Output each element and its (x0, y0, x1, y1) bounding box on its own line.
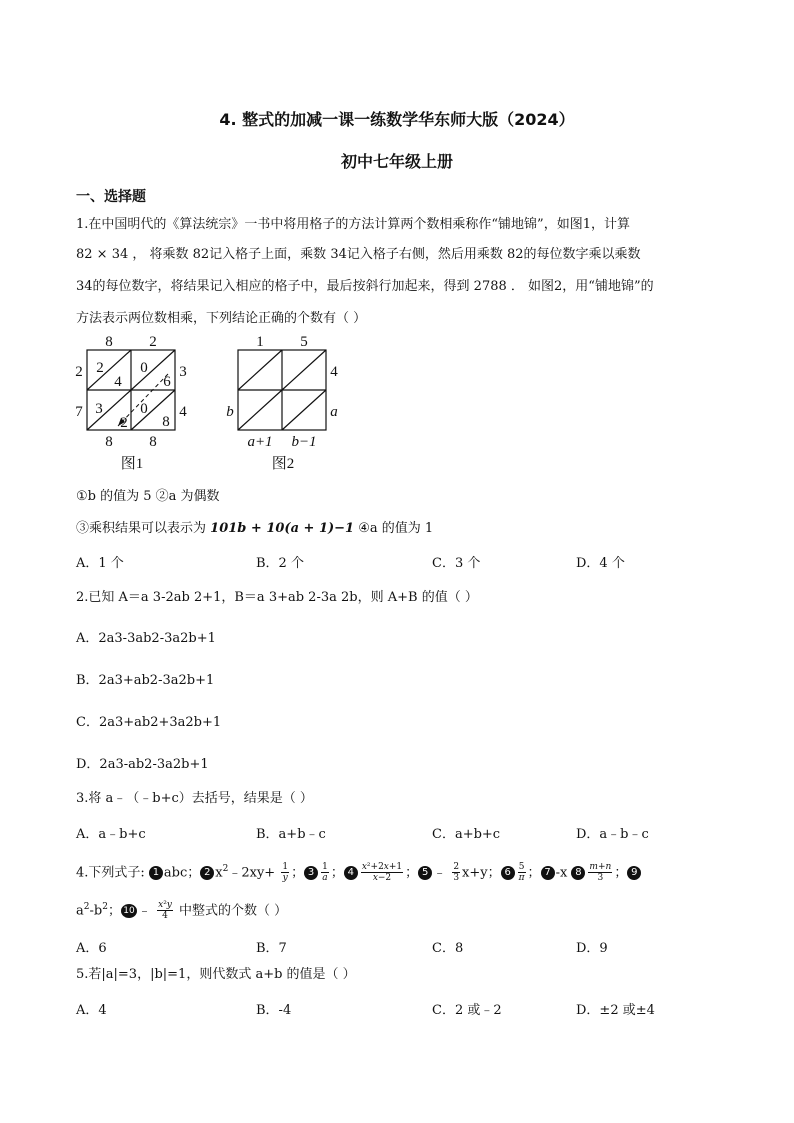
section-heading: 一、选择题 (76, 189, 146, 205)
fig2-right-2: a (330, 404, 338, 420)
q1-option-d[interactable]: D．4 个 (576, 556, 625, 571)
stmt1-marker: ① (76, 489, 88, 504)
fig2-left: b (226, 404, 234, 420)
fig1-cell-5: 3 (95, 401, 103, 417)
q4-stem: 4.下列式子: 1 abc； 2 $x^2﹣2xy+$ $\frac{1}{y}$ ； 3 $\frac{1}{a}$ ； 4 $\frac{\text{x²+2x+1}}{x-2}$ ； 5 ﹣ $\frac{2}{3}$ x+y； 6 $\frac{5}{\pi}$ ； 7 -x 8 $\frac{m+n}{3}$ ； 9 (76, 857, 726, 885)
q1-line3: 34的每位数字，将结果记入相应的格子中，最后按斜行加起来，得到 2788 ． 如图2，用“铺地锦”的 (76, 279, 654, 294)
document-title: 4. 整式的加减一课一练数学华东师大版（2024） (219, 110, 575, 129)
q1-option-b[interactable]: B．2 个 (256, 556, 304, 571)
stmt3-marker: ③ (76, 521, 90, 536)
q4-option-a[interactable]: A．6 (76, 941, 107, 956)
fig1-cell-6: 2 (120, 415, 128, 431)
fig1-bottom-2: 8 (149, 434, 157, 450)
num-2-icon: 2 (200, 866, 214, 880)
fig1-right-1: 3 (179, 364, 187, 380)
fig2-top-1: 1 (256, 334, 264, 350)
q2-stem: 2.已知 A＝a 3-2ab 2+1，B＝a 3+ab 2-3a 2b，则 A+B 的值（ ） (76, 590, 478, 605)
q4-suffix: 中整式的个数（ ） (179, 903, 288, 919)
q1-statements-3-4 (76, 520, 726, 538)
fig2-caption: 图2 (271, 456, 295, 472)
fig1-top-1: 8 (105, 334, 113, 350)
q5-options (0, 999, 794, 1017)
q1-options (0, 552, 794, 570)
q3-stem: 3.将 a﹣（﹣b+c）去括号，结果是（ ） (76, 791, 313, 806)
q2-option-c[interactable]: C．2a3+ab2+3a2b+1 (76, 715, 222, 730)
fig1-right-2: 4 (179, 404, 187, 420)
fig2-right-1: 4 (330, 364, 338, 380)
fig1-cell-1: 2 (96, 360, 104, 376)
q4-option-c[interactable]: C．8 (432, 941, 464, 956)
fig2-top-2: 5 (300, 334, 308, 350)
fig1-cell-3: 0 (140, 360, 148, 376)
stmt3-text: 乘积结果可以表示为 (89, 521, 207, 536)
fig1-left-2: 7 (75, 404, 83, 420)
fig1-cell-8: 8 (162, 414, 170, 430)
figure-2-grid (222, 334, 352, 482)
q4-options (0, 937, 794, 955)
q4-option-d[interactable]: D．9 (576, 941, 608, 956)
fig2-bottom-1: a+1 (247, 434, 273, 450)
figure-1-grid (70, 334, 200, 482)
fig1-cell-4: 6 (163, 374, 171, 390)
fig1-left-1: 2 (75, 364, 83, 380)
stmt2-text: a 为偶数 (168, 489, 220, 504)
q4-prefix: 4.下列式子: (76, 865, 149, 881)
q5-option-b[interactable]: B．-4 (256, 1003, 292, 1018)
stmt4-marker: ④ (358, 521, 370, 536)
q1-option-a[interactable]: A．1 个 (76, 556, 124, 571)
q4-stem-cont: $a^2-b^2$； 10 ﹣ $\frac{\text{x²y}}{4}$ 中整式的个数（ ） (76, 900, 288, 922)
q1-line1: 1.在中国明代的《算法统宗》一书中将用格子的方法计算两个数相乘称作“铺地锦”，如图1，计算 (76, 217, 630, 232)
q3-option-d[interactable]: D．a﹣b﹣c (576, 827, 649, 842)
q5-option-d[interactable]: D．±2 或±4 (576, 1003, 655, 1018)
q2-option-d[interactable]: D．2a3-ab2-3a2b+1 (76, 757, 209, 772)
q2-option-a[interactable]: A．2a3-3ab2-3a2b+1 (76, 631, 216, 646)
q1-line4: 方法表示两位数相乘，下列结论正确的个数有（ ） (76, 311, 367, 326)
num-8-icon: 8 (571, 866, 585, 880)
stmt2-marker: ② (155, 489, 169, 504)
num-5-icon: 5 (418, 866, 432, 880)
stmt4-text: a 的值为 1 (369, 521, 434, 536)
fig1-bottom-1: 8 (105, 434, 113, 450)
q1-statements-1-2 (76, 488, 726, 506)
q3-option-b[interactable]: B．a+b﹣c (256, 827, 326, 842)
fig1-cell-7: 0 (140, 401, 148, 417)
fig1-cell-2: 4 (114, 374, 122, 390)
num-1-icon: 1 (149, 866, 163, 880)
q1-option-c[interactable]: C．3 个 (432, 556, 481, 571)
num-9-icon: 9 (627, 866, 641, 880)
document-subtitle: 初中七年级上册 (340, 152, 453, 171)
fig2-bottom-2: b−1 (291, 434, 317, 450)
q1-line2: 82 × 34 ， 将乘数 82记入格子上面，乘数 34记入格子右侧，然后用乘数 82的每位数字乘以乘数 (76, 247, 641, 262)
q5-stem: 5.若|a|=3，|b|=1，则代数式 a+b 的值是（ ） (76, 967, 356, 982)
fig1-caption: 图1 (120, 456, 144, 472)
q3-option-c[interactable]: C．a+b+c (432, 827, 501, 842)
num-7-icon: 7 (541, 866, 555, 880)
q5-option-c[interactable]: C．2 或﹣2 (432, 1003, 502, 1018)
q5-option-a[interactable]: A．4 (76, 1003, 107, 1018)
q3-option-a[interactable]: A．a﹣b+c (76, 827, 146, 842)
fig1-top-2: 2 (149, 334, 157, 350)
stmt1-text: b 的值为 5 (87, 489, 152, 504)
num-3-icon: 3 (304, 866, 318, 880)
num-4-icon: 4 (344, 866, 358, 880)
q4-option-b[interactable]: B．7 (256, 941, 287, 956)
q2-option-b[interactable]: B．2a3+ab2-3a2b+1 (76, 673, 215, 688)
q3-options (0, 823, 794, 841)
num-10-icon: 10 (121, 904, 137, 918)
stmt3-expression: 101b + 10(a + 1)−1 (210, 521, 355, 536)
num-6-icon: 6 (501, 866, 515, 880)
